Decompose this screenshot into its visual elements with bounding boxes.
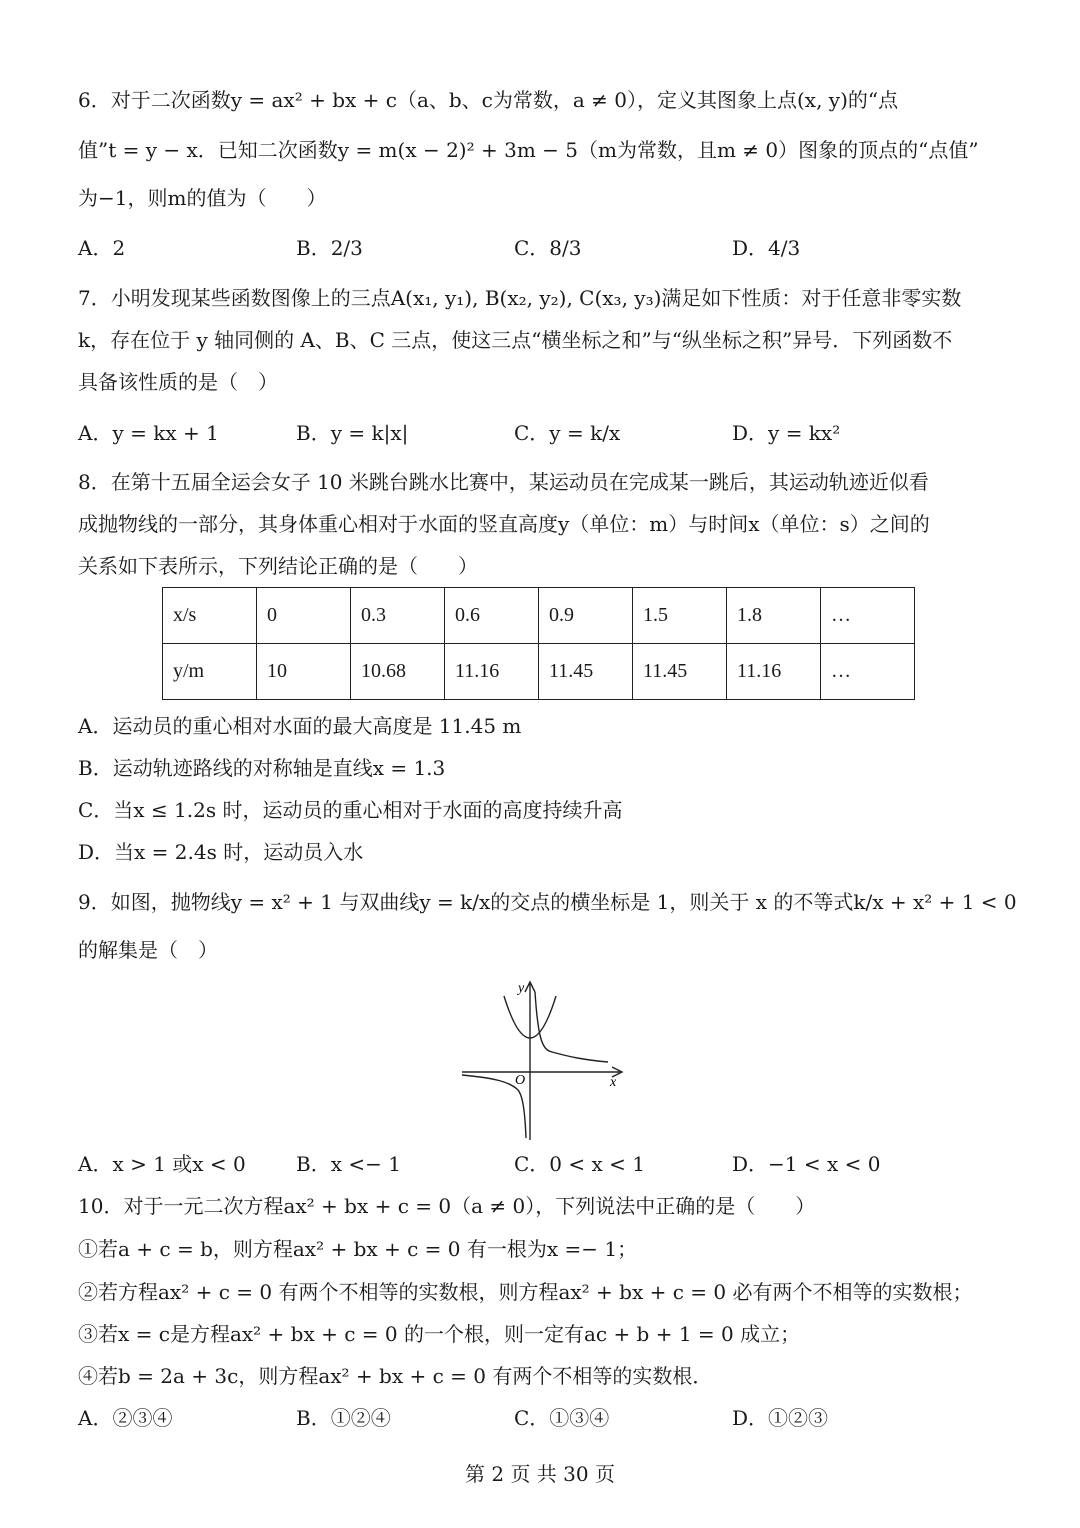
q6-option-a: A．2 — [78, 236, 126, 260]
q9-option-d: D．−1 < x < 0 — [732, 1152, 881, 1176]
q10-option-a: A．②③④ — [78, 1406, 173, 1430]
q10-line1: 10．对于一元二次方程ax² + bx + c = 0（a ≠ 0），下列说法中正确的是（ ） — [78, 1194, 816, 1218]
table-cell: 10.68 — [351, 644, 445, 700]
y-axis-label: y — [518, 981, 525, 996]
origin-label: O — [515, 1073, 526, 1088]
q8-line2: 成抛物线的一部分，其身体重心相对于水面的竖直高度y（单位：m）与时间x（单位：s）之间的 — [78, 512, 930, 536]
q10-option-c: C．①③④ — [514, 1406, 610, 1430]
table-cell: 0.9 — [539, 588, 633, 644]
q9-option-b: B．x <− 1 — [296, 1152, 401, 1176]
table-cell: 11.45 — [539, 644, 633, 700]
table-cell: 0.6 — [445, 588, 539, 644]
q10-options — [78, 1404, 1018, 1432]
q6-option-c: C．8/3 — [514, 236, 582, 260]
q7-option-c: C．y = k/x — [514, 421, 621, 445]
table-row-x — [163, 588, 915, 644]
q10-option-b: B．①②④ — [296, 1406, 391, 1430]
q7-options — [78, 419, 1018, 447]
q10-statement-2: ②若方程ax² + c = 0 有两个不相等的实数根，则方程ax² + bx + c = 0 必有两个不相等的实数根； — [78, 1280, 973, 1304]
q8-option-c: C．当x ≤ 1.2s 时，运动员的重心相对于水面的高度持续升高 — [78, 798, 623, 822]
q9-option-a: A．x > 1 或x < 0 — [78, 1152, 246, 1176]
x-axis-label: x — [610, 1075, 617, 1090]
table-cell: 11.16 — [727, 644, 821, 700]
q9-graph — [460, 978, 630, 1143]
q10-option-d: D．①②③ — [732, 1406, 829, 1430]
q8-line1: 8．在第十五届全运会女子 10 米跳台跳水比赛中，某运动员在完成某一跳后，其运动轨迹近似看 — [78, 470, 929, 494]
q9-line1: 9．如图，抛物线y = x² + 1 与双曲线y = k/x的交点的横坐标是 1，则关于 x 的不等式k/x + x² + 1 < 0 — [78, 890, 1017, 914]
table-cell: 10 — [257, 644, 351, 700]
q6-option-b: B．2/3 — [296, 236, 363, 260]
q8-data-table — [162, 587, 915, 700]
q10-statement-1: ①若a + c = b，则方程ax² + bx + c = 0 有一根为x =− 1； — [78, 1237, 638, 1261]
q10-statement-4: ④若b = 2a + 3c，则方程ax² + bx + c = 0 有两个不相等的实数根． — [78, 1364, 713, 1388]
q8-line3: 关系如下表所示，下列结论正确的是（ ） — [78, 554, 478, 578]
table-cell: … — [821, 588, 915, 644]
q8-option-b: B．运动轨迹路线的对称轴是直线x = 1.3 — [78, 756, 446, 780]
q6-line1: 6．对于二次函数y = ax² + bx + c（a、b、c为常数，a ≠ 0），定义其图象上点(x, y)的“点 — [78, 88, 899, 112]
q6-line3: 为−1，则m的值为（ ） — [78, 186, 327, 210]
q9-figure — [460, 978, 630, 1143]
table-cell: y/m — [163, 644, 257, 700]
q9-line2: 的解集是（ ） — [78, 938, 218, 962]
table-cell: 1.5 — [633, 588, 727, 644]
table-cell: 11.45 — [633, 644, 727, 700]
q8-option-d: D．当x = 2.4s 时，运动员入水 — [78, 840, 364, 864]
q6-option-d: D．4/3 — [732, 236, 801, 260]
table-cell: 0.3 — [351, 588, 445, 644]
table-cell: x/s — [163, 588, 257, 644]
q6-line2: 值”t = y − x．已知二次函数y = m(x − 2)² + 3m − 5（m为常数，且m ≠ 0）图象的顶点的“点值” — [78, 138, 979, 162]
q9-options — [78, 1150, 1018, 1178]
q9-option-c: C．0 < x < 1 — [514, 1152, 645, 1176]
table-row-y — [163, 644, 915, 700]
q7-line2: k，存在位于 y 轴同侧的 A、B、C 三点，使这三点“横坐标之和”与“纵坐标之积”异号．下列函数不 — [78, 328, 953, 352]
q10-statement-3: ③若x = c是方程ax² + bx + c = 0 的一个根，则一定有ac + b + 1 = 0 成立； — [78, 1322, 801, 1346]
q7-option-a: A．y = kx + 1 — [78, 421, 219, 445]
table-cell: 1.8 — [727, 588, 821, 644]
q7-option-d: D．y = kx² — [732, 421, 841, 445]
q7-line1: 7．小明发现某些函数图像上的三点A(x₁, y₁), B(x₂, y₂), C(x₃, y₃)满足如下性质：对于任意非零实数 — [78, 286, 962, 310]
table-cell: … — [821, 644, 915, 700]
q7-option-b: B．y = k|x| — [296, 421, 409, 445]
page-footer: 第 2 页 共 30 页 — [465, 1462, 615, 1486]
q6-options — [78, 234, 1018, 262]
q8-option-a: A．运动员的重心相对水面的最大高度是 11.45 m — [78, 714, 522, 738]
hyperbola-branch-right — [535, 992, 608, 1062]
table-cell: 11.16 — [445, 644, 539, 700]
q7-line3: 具备该性质的是（ ） — [78, 370, 278, 394]
table-cell: 0 — [257, 588, 351, 644]
